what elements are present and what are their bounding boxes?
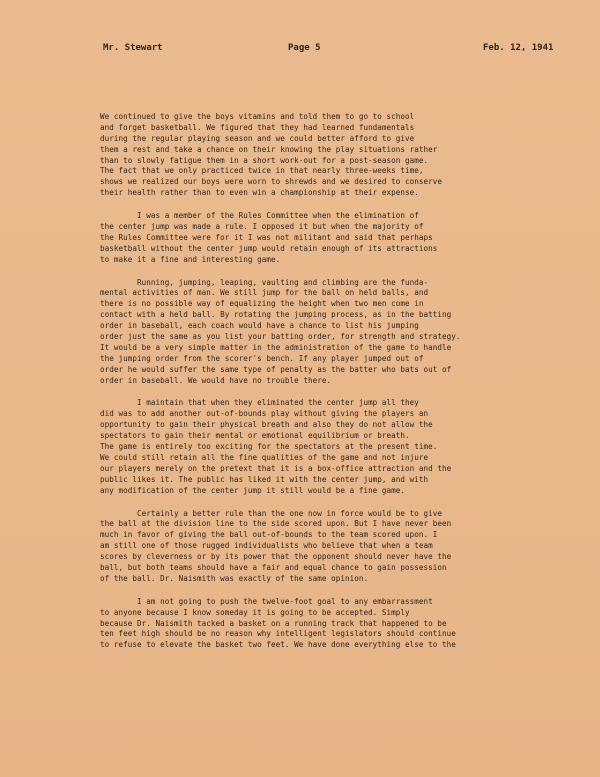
text-line: and forget basketball. We figured that they had learned fundamentals xyxy=(100,122,415,132)
text-line: there is no possible way of equalizing the height when two men come in xyxy=(100,299,424,309)
text-line: our players merely on the pretext that it is a box-office attraction and the xyxy=(100,463,452,473)
text-line: The game is entirely too exciting for the spectators at the present time. xyxy=(100,442,438,452)
paragraph xyxy=(100,112,540,199)
text-line: am still one of those rugged individualists who believe that when a team xyxy=(100,541,433,551)
text-line: We continued to give the boys vitamins and told them to go to school xyxy=(100,112,415,121)
text-line: I am not going to push the twelve-foot goal to any embarrassment xyxy=(100,596,433,606)
text-line: much in favor of giving the ball out-of-bounds to the team scored upon. I xyxy=(100,530,438,540)
text-line: I maintain that when they eliminated the center jump all they xyxy=(100,398,419,408)
text-line: I was a member of the Rules Committee when the elimination of xyxy=(100,211,419,221)
header-date: Feb. 12, 1941 xyxy=(483,43,554,53)
text-line: than to slowly fatigue them in a short work-out for a post-season game. xyxy=(100,155,429,165)
text-line: order in baseball, each coach would have a chance to list his jumping xyxy=(100,321,419,331)
text-line: ten feet high should be no reason why intelligent legislators should continue xyxy=(100,629,456,639)
page-header xyxy=(0,43,600,57)
text-line: order in baseball. We would have no trouble there. xyxy=(100,375,332,385)
header-recipient: Mr. Stewart xyxy=(103,43,163,53)
paragraph xyxy=(100,509,540,585)
text-line: contact with a held ball. By rotating the jumping process, as in the batting xyxy=(100,310,452,320)
text-line: the Rules Committee were for it I was not militant and said that perhaps xyxy=(100,232,433,242)
text-line: to refuse to elevate the basket two feet. We have done everything else to the xyxy=(100,640,456,650)
text-line: basketball without the center jump would retain enough of its attractions xyxy=(100,243,438,253)
text-line: the jumping order from the scorer's bench. If any player jumped out of xyxy=(100,353,424,363)
header-page-number: Page 5 xyxy=(288,43,321,53)
text-line: shows we realized our boys were worn to shrewds and we desired to conserve xyxy=(100,177,443,187)
paragraph xyxy=(100,278,540,387)
letter-body xyxy=(100,112,540,663)
text-line: any modification of the center jump it still would be a fine game. xyxy=(100,485,406,495)
text-line: because Dr. Naismith tacked a basket on a running track that happened to be xyxy=(100,618,447,628)
text-line: the ball at the division line to the side scored upon. But I have never been xyxy=(100,519,452,529)
text-line: It would be a very simple matter in the administration of the game to handle xyxy=(100,342,452,352)
text-line: order just the same as you list your batting order, for strength and strategy. xyxy=(100,332,461,342)
text-line: during the regular playing season and we could better afford to give xyxy=(100,133,415,143)
text-line: spectators to gain their mental or emotional equilibrium or breath. xyxy=(100,431,410,441)
text-line: the center jump was made a rule. I opposed it but when the majority of xyxy=(100,222,424,232)
text-line: their health rather than to even win a championship at their expense. xyxy=(100,188,419,198)
text-line: opportunity to gain their physical breath and also they do not allow the xyxy=(100,420,433,430)
text-line: ball, but both teams should have a fair and equal chance to gain possession xyxy=(100,562,447,572)
text-line: of the ball. Dr. Naismith was exactly of the same opinion. xyxy=(100,573,369,583)
paragraph xyxy=(100,597,540,651)
text-line: mental activities of man. We still jump for the ball on held balls, and xyxy=(100,288,429,298)
text-line: Certainly a better rule than the one now in force would be to give xyxy=(100,508,443,518)
text-line: Running, jumping, leaping, vaulting and climbing are the funda- xyxy=(100,277,429,287)
text-line: them a rest and take a chance on their knowing the play situations rather xyxy=(100,144,438,154)
text-line: did was to add another out-of-bounds play without giving the players an xyxy=(100,409,429,419)
text-line: order he would suffer the same type of penalty as the batter who bats out of xyxy=(100,364,452,374)
text-line: We could still retain all the fine qualities of the game and not injure xyxy=(100,452,429,462)
text-line: The fact that we only practiced twice in that nearly three-weeks time, xyxy=(100,166,424,176)
text-line: public likes it. The public has liked it with the center jump, and with xyxy=(100,474,429,484)
paragraph xyxy=(100,398,540,496)
text-line: to anyone because I know someday it is going to be accepted. Simply xyxy=(100,607,410,617)
text-line: to make it a fine and interesting game. xyxy=(100,254,281,264)
paragraph xyxy=(100,211,540,265)
text-line: scores by cleverness or by its power that the opponent should never have the xyxy=(100,552,452,562)
